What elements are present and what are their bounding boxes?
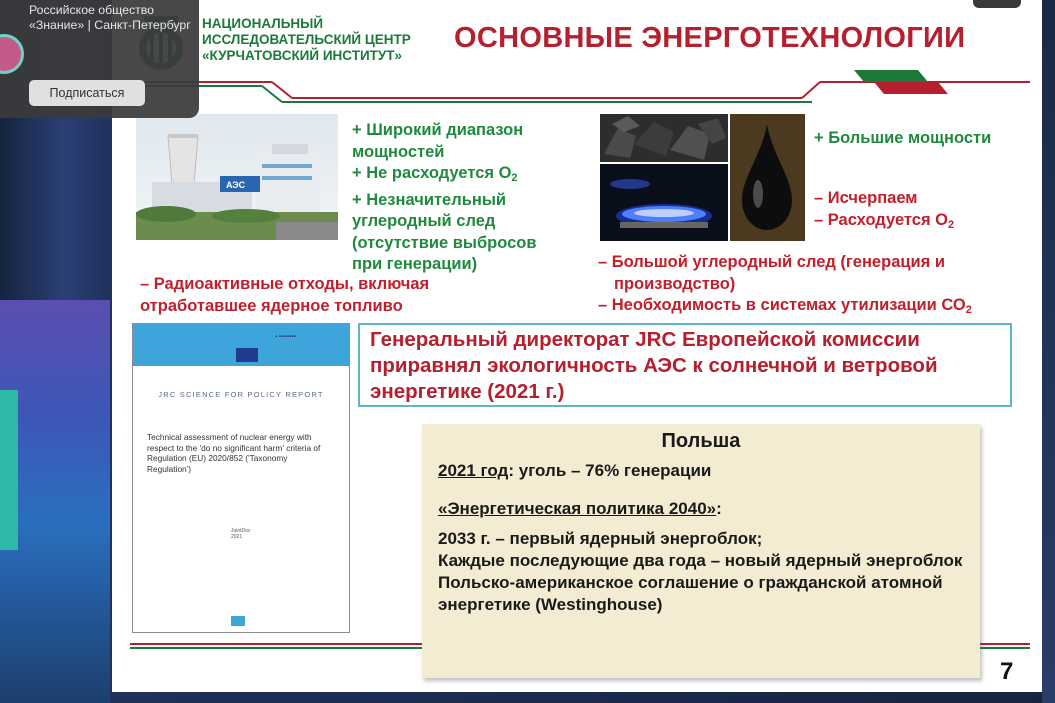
- nuclear-pro-line: + Незначительный: [352, 190, 507, 209]
- nuclear-pro-line: [352, 163, 582, 190]
- channel-avatar[interactable]: [0, 34, 24, 74]
- jrc-report-cover: [132, 323, 350, 633]
- coal-photo: [600, 114, 728, 162]
- npp-sign: АЭС: [226, 180, 246, 190]
- nuclear-plant-photo: [136, 114, 338, 240]
- poland-year-text: : уголь – 76% генерации: [508, 461, 712, 480]
- subscript: 2: [948, 218, 955, 231]
- fossil-con-line: [598, 295, 1028, 322]
- org-line-1: НАЦИОНАЛЬНЫЙ: [202, 16, 324, 31]
- org-line-3: «КУРЧАТОВСКИЙ ИНСТИТУТ»: [202, 48, 403, 63]
- poland-item: Польско-американское соглашение о гражданской атомной энергетике (Westinghouse): [438, 573, 943, 614]
- channel-overlay: [0, 0, 199, 118]
- nuclear-pros: [352, 120, 582, 276]
- poland-item: 2033 г. – первый ядерный энергоблок;: [438, 529, 763, 548]
- poland-policy-label: «Энергетическая политика 2040»: [438, 499, 717, 518]
- poland-heading: Польша: [661, 430, 741, 452]
- nuclear-cons: [140, 274, 560, 317]
- gas-flame-photo: [600, 164, 728, 241]
- jrc-statement: Генеральный директорат JRC Европейской комиссии приравнял экологичность АЭС к солнечной и ветровой энергетике (2021 г.): [358, 323, 1012, 407]
- nuclear-pro-line: углеродный след: [352, 212, 496, 230]
- subscript: 2: [511, 172, 518, 184]
- poland-policy: [438, 498, 980, 520]
- oil-drop-photo: [730, 114, 805, 241]
- nuclear-pro-line: при генерации): [352, 255, 478, 273]
- nuclear-pro-o2: + Не расходуется О: [352, 164, 512, 182]
- poland-policy-colon: :: [716, 499, 722, 518]
- nuclear-pro-line: мощностей: [352, 142, 445, 161]
- fossil-con-co2: – Необходимость в системах утилизации СО: [598, 296, 966, 314]
- fossil-cons: [814, 188, 954, 236]
- nuclear-pro-line: + Широкий диапазон: [352, 121, 524, 139]
- fossil-con-line: – Большой углеродный след (генерация и: [598, 253, 946, 271]
- top-control-button[interactable]: [973, 0, 1021, 8]
- poland-2021: [438, 460, 980, 482]
- page-number: 7: [1000, 658, 1014, 685]
- report-year: 2021: [231, 534, 243, 540]
- channel-name[interactable]: Российское общество «Знание» | Санкт-Петербург: [29, 3, 191, 32]
- nuclear-con-line: – Радиоактивные отходы, включая: [140, 275, 430, 293]
- presentation-slide: [112, 0, 1042, 692]
- fossil-con-line: – Исчерпаем: [814, 189, 918, 207]
- nuclear-pro-line: (отсутствие выбросов: [352, 233, 537, 252]
- report-badge: [231, 616, 245, 626]
- subscript: 2: [965, 304, 972, 316]
- poland-item: Каждые последующие два года – новый ядерный энергоблок: [438, 551, 963, 570]
- header-stripes: [112, 62, 1042, 106]
- eu-flag-icon: [236, 348, 258, 362]
- fossil-con-line: [814, 210, 954, 237]
- fossil-pros: + Большие мощности: [814, 129, 992, 147]
- fossil-con-o2: – Расходуется О: [814, 210, 948, 229]
- org-line-2: ИССЛЕДОВАТЕЛЬСКИЙ ЦЕНТР: [202, 32, 411, 47]
- slide-title: ОСНОВНЫЕ ЭНЕРГОТЕХНОЛОГИИ: [454, 22, 966, 54]
- footer-stripes: [112, 636, 1042, 676]
- report-series: JRC SCIENCE FOR POLICY REPORT: [158, 390, 324, 399]
- report-meta: [231, 528, 250, 540]
- organization-name: [202, 16, 411, 64]
- report-logo-mark: ▪ ▪▪▪▪▪▪▪▪: [275, 334, 296, 340]
- background-left-accent: [0, 390, 18, 550]
- report-title: Technical assessment of nuclear energy with respect to the 'do no significant harm' criteria of Regulation (EU) 2020/852 ('Taxonomy Regulation'): [147, 432, 321, 474]
- background-right-strip: [1042, 0, 1055, 703]
- subscribe-button[interactable]: Подписаться: [29, 80, 145, 106]
- fossil-con-line: производство): [614, 274, 736, 293]
- report-authors: JointDoc: [231, 528, 251, 534]
- fossil-cons-extended: [598, 252, 1028, 322]
- poland-year-label: 2021 год: [438, 461, 509, 480]
- nuclear-con-line: отработавшее ядерное топливо: [140, 296, 403, 315]
